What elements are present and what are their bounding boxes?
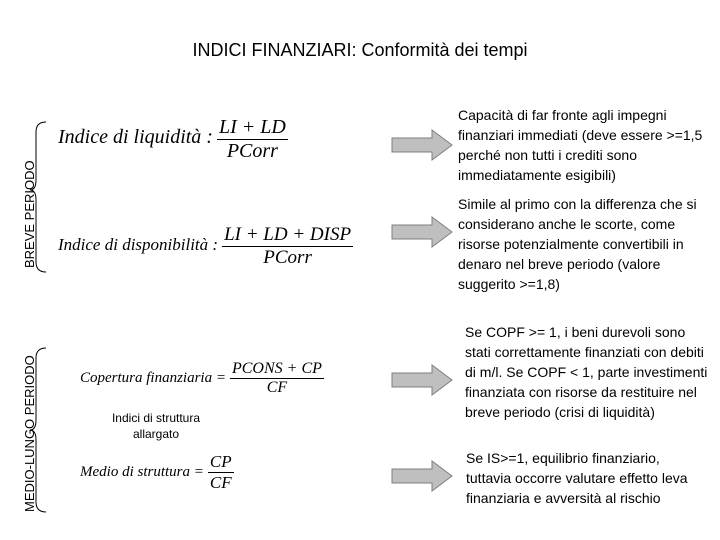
brace-short-term bbox=[30, 122, 46, 272]
arrow-icon bbox=[392, 130, 452, 160]
formula-indice-liquidita bbox=[58, 116, 288, 163]
description-medio-struttura: Se IS>=1, equilibrio finanziario, tuttavia occorre valutare effetto leva finanziaria e avversità al rischio bbox=[466, 450, 688, 506]
formula-medio-struttura bbox=[80, 452, 234, 493]
formula-label: Medio di struttura = bbox=[80, 464, 204, 481]
section-label-short-term: BREVE PERIODO bbox=[22, 160, 37, 268]
formula-label: Copertura finanziaria = bbox=[80, 370, 226, 387]
formula-label: Indice di disponibilità : bbox=[58, 235, 219, 255]
fraction bbox=[208, 452, 234, 493]
fraction bbox=[217, 116, 288, 163]
fraction bbox=[230, 360, 324, 397]
numerator: LI + LD + DISP bbox=[224, 224, 352, 245]
arrow-icon bbox=[392, 217, 452, 247]
description-copertura: Se COPF >= 1, i beni durevoli sono stati correttamente finanziati con debiti di m/l. Se COPF < 1, parte investimenti finanziata con risorse da restituire nel breve periodo (crisi di liquidità) bbox=[465, 324, 708, 420]
formula-indice-disponibilita bbox=[58, 224, 353, 269]
description-liquidita: Capacità di far fronte agli impegni finanziari immediati (deve essere >=1,5 perché non tutti i crediti sono immediatamente esigibili) bbox=[458, 107, 703, 183]
numerator: LI + LD bbox=[218, 116, 286, 138]
note-indici-struttura: Indici di struttura allargato bbox=[111, 411, 201, 441]
fraction bbox=[222, 224, 353, 269]
numerator: PCONS + CP bbox=[231, 360, 322, 377]
formula-label: Indice di liquidità : bbox=[58, 126, 213, 149]
brace-medium-long-term bbox=[30, 348, 46, 512]
arrow-icon bbox=[392, 461, 452, 491]
denominator: CF bbox=[266, 379, 288, 396]
denominator: PCorr bbox=[263, 247, 312, 268]
numerator: CP bbox=[209, 452, 232, 471]
denominator: PCorr bbox=[226, 140, 278, 162]
description-disponibilita: Simile al primo con la differenza che si considerano anche le scorte, come risorse potenzialmente convertibili in denaro nel breve periodo (valore suggerito >=1,8) bbox=[458, 196, 697, 292]
formula-copertura-finanziaria bbox=[80, 360, 324, 397]
page-title: INDICI FINANZIARI: Conformità dei tempi bbox=[192, 40, 528, 60]
arrow-icon bbox=[392, 365, 452, 395]
denominator: CF bbox=[209, 473, 232, 492]
section-label-medium-long-term: MEDIO-LUNGO PERIODO bbox=[22, 355, 37, 512]
